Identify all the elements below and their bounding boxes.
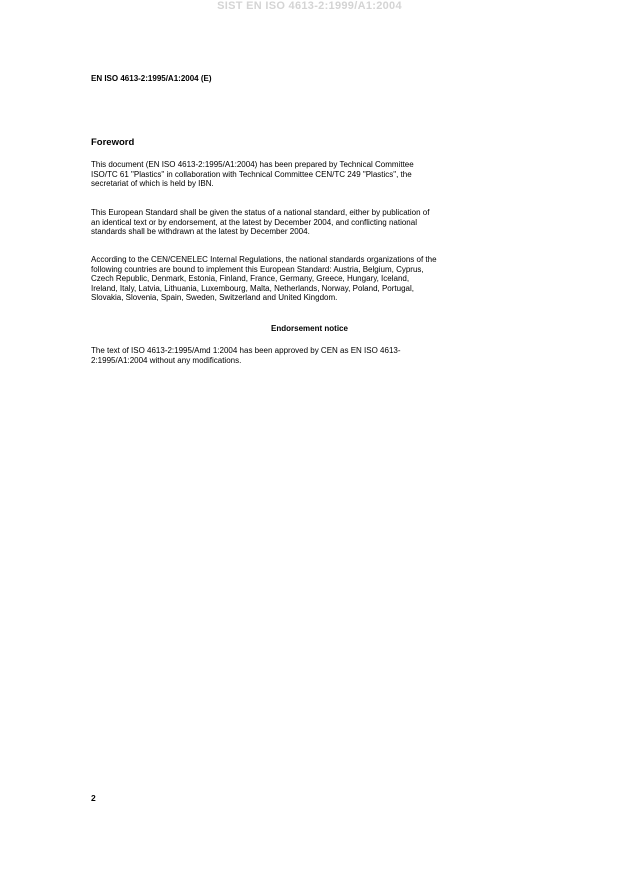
foreword-paragraph-3: According to the CEN/CENELEC Internal Regulations, the national standards organizations of the following countries are bound to implement this European Standard: Austria, Belgium, Cyprus, Czech Republic, Denmark, Estonia, Finland, France, Germany, Greece, Hungary, Iceland, Ireland, Italy, Latvia, Lithuania, Luxembourg, Malta, Netherlands, Norway, Poland, Portugal, Slovakia, Slovenia, Spain, Sweden, Switzerland and United Kingdom. bbox=[91, 255, 437, 303]
endorsement-heading: Endorsement notice bbox=[271, 324, 348, 333]
watermark: SIST EN ISO 4613-2:1999/A1:2004 bbox=[217, 0, 402, 12]
page-number: 2 bbox=[91, 793, 96, 803]
document-reference: EN ISO 4613-2:1995/A1:2004 (E) bbox=[91, 74, 212, 83]
endorsement-paragraph: The text of ISO 4613-2:1995/Amd 1:2004 has been approved by CEN as EN ISO 4613- 2:1995/A1:2004 without any modifications. bbox=[91, 346, 401, 365]
foreword-paragraph-1: This document (EN ISO 4613-2:1995/A1:2004) has been prepared by Technical Committee ISO/TC 61 "Plastics" in collaboration with Technical Committee CEN/TC 249 "Plastics", the secretariat of which is held by IBN. bbox=[91, 160, 414, 189]
foreword-heading: Foreword bbox=[91, 137, 135, 148]
foreword-paragraph-2: This European Standard shall be given the status of a national standard, either by publication of an identical text or by endorsement, at the latest by December 2004, and conflicting national standards shall be withdrawn at the latest by December 2004. bbox=[91, 208, 430, 237]
